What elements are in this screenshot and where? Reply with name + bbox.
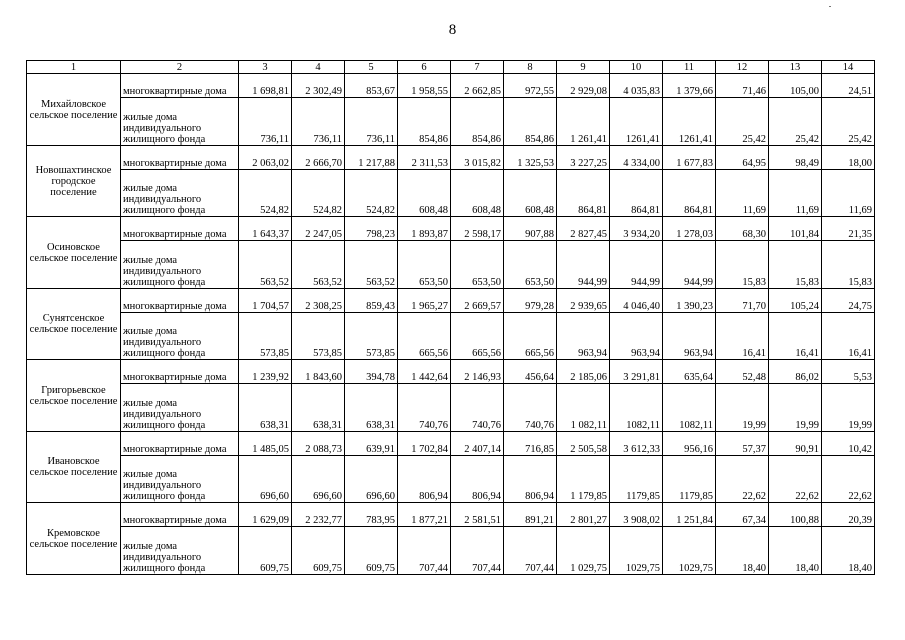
value-cell: 639,91 (345, 431, 398, 455)
value-cell: 864,81 (557, 169, 610, 217)
value-cell: 635,64 (663, 360, 716, 384)
value-cell: 2 088,73 (292, 431, 345, 455)
table-row (27, 360, 875, 384)
value-cell: 394,78 (345, 360, 398, 384)
value-cell: 707,44 (451, 527, 504, 575)
value-cell: 907,88 (504, 217, 557, 241)
value-cell: 1 029,75 (557, 527, 610, 575)
settlement-name: Сунятсенское сельское поселение (27, 288, 121, 359)
value-cell: 1082,11 (610, 384, 663, 432)
value-cell: 854,86 (451, 98, 504, 146)
value-cell: 2 063,02 (239, 145, 292, 169)
value-cell: 979,28 (504, 288, 557, 312)
value-cell: 1 325,53 (504, 145, 557, 169)
value-cell: 1261,41 (610, 98, 663, 146)
value-cell: 1029,75 (663, 527, 716, 575)
housing-type: жилые дома индивидуального жилищного фонда (121, 169, 239, 217)
value-cell: 2 669,57 (451, 288, 504, 312)
value-cell: 22,62 (769, 455, 822, 503)
value-cell: 71,46 (716, 74, 769, 98)
value-cell: 10,42 (822, 431, 875, 455)
value-cell: 18,40 (822, 527, 875, 575)
housing-type: жилые дома индивидуального жилищного фонда (121, 527, 239, 575)
value-cell: 1 843,60 (292, 360, 345, 384)
value-cell: 2 302,49 (292, 74, 345, 98)
value-cell: 573,85 (239, 312, 292, 360)
value-cell: 638,31 (292, 384, 345, 432)
value-cell: 25,42 (716, 98, 769, 146)
value-cell: 1 442,64 (398, 360, 451, 384)
value-cell: 105,00 (769, 74, 822, 98)
value-cell: 1 893,87 (398, 217, 451, 241)
value-cell: 2 666,70 (292, 145, 345, 169)
value-cell: 1 251,84 (663, 503, 716, 527)
value-cell: 22,62 (822, 455, 875, 503)
value-cell: 783,95 (345, 503, 398, 527)
value-cell: 2 662,85 (451, 74, 504, 98)
value-cell: 3 908,02 (610, 503, 663, 527)
header-cell: 12 (716, 61, 769, 74)
value-cell: 21,35 (822, 217, 875, 241)
value-cell: 68,30 (716, 217, 769, 241)
table-row (27, 145, 875, 169)
tariff-table (26, 60, 875, 575)
table-row (27, 384, 875, 432)
value-cell: 608,48 (504, 169, 557, 217)
housing-type: многоквартирные дома (121, 503, 239, 527)
header-cell: 5 (345, 61, 398, 74)
value-cell: 963,94 (557, 312, 610, 360)
value-cell: 963,94 (610, 312, 663, 360)
value-cell: 100,88 (769, 503, 822, 527)
value-cell: 16,41 (716, 312, 769, 360)
value-cell: 806,94 (504, 455, 557, 503)
header-cell: 9 (557, 61, 610, 74)
value-cell: 2 146,93 (451, 360, 504, 384)
value-cell: 57,37 (716, 431, 769, 455)
value-cell: 524,82 (239, 169, 292, 217)
value-cell: 740,76 (451, 384, 504, 432)
value-cell: 1 958,55 (398, 74, 451, 98)
value-cell: 1 390,23 (663, 288, 716, 312)
value-cell: 944,99 (610, 241, 663, 289)
value-cell: 563,52 (292, 241, 345, 289)
value-cell: 20,39 (822, 503, 875, 527)
table-header-row (27, 61, 875, 74)
value-cell: 609,75 (292, 527, 345, 575)
value-cell: 18,40 (716, 527, 769, 575)
settlement-name: Кремовское сельское поселение (27, 503, 121, 575)
value-cell: 2 407,14 (451, 431, 504, 455)
header-cell: 13 (769, 61, 822, 74)
value-cell: 609,75 (239, 527, 292, 575)
header-cell: 6 (398, 61, 451, 74)
value-cell: 25,42 (822, 98, 875, 146)
value-cell: 15,83 (822, 241, 875, 289)
value-cell: 67,34 (716, 503, 769, 527)
value-cell: 653,50 (398, 241, 451, 289)
value-cell: 2 827,45 (557, 217, 610, 241)
value-cell: 18,00 (822, 145, 875, 169)
value-cell: 3 291,81 (610, 360, 663, 384)
header-cell: 10 (610, 61, 663, 74)
value-cell: 1 485,05 (239, 431, 292, 455)
value-cell: 806,94 (398, 455, 451, 503)
value-cell: 798,23 (345, 217, 398, 241)
value-cell: 19,99 (822, 384, 875, 432)
value-cell: 665,56 (504, 312, 557, 360)
value-cell: 2 505,58 (557, 431, 610, 455)
value-cell: 1261,41 (663, 98, 716, 146)
value-cell: 3 612,33 (610, 431, 663, 455)
value-cell: 19,99 (716, 384, 769, 432)
value-cell: 1 704,57 (239, 288, 292, 312)
value-cell: 1179,85 (663, 455, 716, 503)
value-cell: 4 046,40 (610, 288, 663, 312)
value-cell: 2 598,17 (451, 217, 504, 241)
value-cell: 25,42 (769, 98, 822, 146)
table-row (27, 217, 875, 241)
settlement-name: Осиновское сельское поселение (27, 217, 121, 288)
value-cell: 864,81 (610, 169, 663, 217)
value-cell: 736,11 (345, 98, 398, 146)
value-cell: 1179,85 (610, 455, 663, 503)
value-cell: 1 965,27 (398, 288, 451, 312)
value-cell: 1082,11 (663, 384, 716, 432)
housing-type: жилые дома индивидуального жилищного фонда (121, 241, 239, 289)
value-cell: 524,82 (292, 169, 345, 217)
value-cell: 944,99 (557, 241, 610, 289)
value-cell: 18,40 (769, 527, 822, 575)
header-cell: 3 (239, 61, 292, 74)
table-row (27, 169, 875, 217)
value-cell: 1 877,21 (398, 503, 451, 527)
settlement-name: Ивановское сельское поселение (27, 431, 121, 502)
value-cell: 71,70 (716, 288, 769, 312)
value-cell: 944,99 (663, 241, 716, 289)
table-row (27, 241, 875, 289)
value-cell: 19,99 (769, 384, 822, 432)
housing-type: жилые дома индивидуального жилищного фонда (121, 312, 239, 360)
value-cell: 573,85 (292, 312, 345, 360)
value-cell: 638,31 (239, 384, 292, 432)
settlement-name: Новошахтинское городское поселение (27, 145, 121, 216)
value-cell: 1 261,41 (557, 98, 610, 146)
value-cell: 3 934,20 (610, 217, 663, 241)
housing-type: многоквартирные дома (121, 360, 239, 384)
value-cell: 2 308,25 (292, 288, 345, 312)
value-cell: 1 239,92 (239, 360, 292, 384)
value-cell: 608,48 (398, 169, 451, 217)
value-cell: 956,16 (663, 431, 716, 455)
value-cell: 2 311,53 (398, 145, 451, 169)
value-cell: 4 334,00 (610, 145, 663, 169)
value-cell: 24,75 (822, 288, 875, 312)
housing-type: многоквартирные дома (121, 74, 239, 98)
header-cell: 2 (121, 61, 239, 74)
value-cell: 653,50 (504, 241, 557, 289)
housing-type: многоквартирные дома (121, 217, 239, 241)
header-cell: 1 (27, 61, 121, 74)
value-cell: 1 278,03 (663, 217, 716, 241)
value-cell: 1 643,37 (239, 217, 292, 241)
header-cell: 8 (504, 61, 557, 74)
value-cell: 2 801,27 (557, 503, 610, 527)
value-cell: 11,69 (716, 169, 769, 217)
value-cell: 1 082,11 (557, 384, 610, 432)
value-cell: 11,69 (769, 169, 822, 217)
value-cell: 864,81 (663, 169, 716, 217)
value-cell: 972,55 (504, 74, 557, 98)
housing-type: жилые дома индивидуального жилищного фонда (121, 384, 239, 432)
housing-type: жилые дома индивидуального жилищного фонда (121, 455, 239, 503)
value-cell: 22,62 (716, 455, 769, 503)
housing-type: жилые дома индивидуального жилищного фонда (121, 98, 239, 146)
header-cell: 4 (292, 61, 345, 74)
value-cell: 963,94 (663, 312, 716, 360)
value-cell: 52,48 (716, 360, 769, 384)
value-cell: 608,48 (451, 169, 504, 217)
value-cell: 707,44 (398, 527, 451, 575)
value-cell: 4 035,83 (610, 74, 663, 98)
value-cell: 2 581,51 (451, 503, 504, 527)
value-cell: 740,76 (504, 384, 557, 432)
value-cell: 1 629,09 (239, 503, 292, 527)
value-cell: 853,67 (345, 74, 398, 98)
table-row (27, 503, 875, 527)
value-cell: 891,21 (504, 503, 557, 527)
value-cell: 736,11 (292, 98, 345, 146)
value-cell: 665,56 (398, 312, 451, 360)
value-cell: 3 227,25 (557, 145, 610, 169)
value-cell: 86,02 (769, 360, 822, 384)
housing-type: многоквартирные дома (121, 288, 239, 312)
value-cell: 609,75 (345, 527, 398, 575)
settlement-name: Михайловское сельское поселение (27, 74, 121, 145)
value-cell: 563,52 (239, 241, 292, 289)
value-cell: 524,82 (345, 169, 398, 217)
value-cell: 707,44 (504, 527, 557, 575)
value-cell: 2 232,77 (292, 503, 345, 527)
value-cell: 854,86 (398, 98, 451, 146)
value-cell: 98,49 (769, 145, 822, 169)
value-cell: 653,50 (451, 241, 504, 289)
value-cell: 1 677,83 (663, 145, 716, 169)
value-cell: 665,56 (451, 312, 504, 360)
scan-mark (829, 6, 831, 7)
value-cell: 24,51 (822, 74, 875, 98)
value-cell: 2 939,65 (557, 288, 610, 312)
value-cell: 16,41 (769, 312, 822, 360)
table-body (27, 61, 875, 575)
value-cell: 740,76 (398, 384, 451, 432)
value-cell: 2 929,08 (557, 74, 610, 98)
value-cell: 64,95 (716, 145, 769, 169)
table-row (27, 98, 875, 146)
table-row (27, 455, 875, 503)
housing-type: многоквартирные дома (121, 145, 239, 169)
value-cell: 696,60 (239, 455, 292, 503)
value-cell: 90,91 (769, 431, 822, 455)
housing-type: многоквартирные дома (121, 431, 239, 455)
table-row (27, 312, 875, 360)
value-cell: 456,64 (504, 360, 557, 384)
page-number: 8 (448, 22, 457, 38)
value-cell: 573,85 (345, 312, 398, 360)
header-cell: 14 (822, 61, 875, 74)
value-cell: 15,83 (716, 241, 769, 289)
value-cell: 854,86 (504, 98, 557, 146)
value-cell: 105,24 (769, 288, 822, 312)
value-cell: 1 702,84 (398, 431, 451, 455)
value-cell: 806,94 (451, 455, 504, 503)
value-cell: 2 185,06 (557, 360, 610, 384)
value-cell: 101,84 (769, 217, 822, 241)
value-cell: 563,52 (345, 241, 398, 289)
value-cell: 716,85 (504, 431, 557, 455)
value-cell: 1 698,81 (239, 74, 292, 98)
table-row (27, 288, 875, 312)
value-cell: 1 179,85 (557, 455, 610, 503)
value-cell: 5,53 (822, 360, 875, 384)
value-cell: 15,83 (769, 241, 822, 289)
table-row (27, 527, 875, 575)
table-row (27, 74, 875, 98)
value-cell: 16,41 (822, 312, 875, 360)
value-cell: 638,31 (345, 384, 398, 432)
value-cell: 1029,75 (610, 527, 663, 575)
value-cell: 696,60 (345, 455, 398, 503)
table-row (27, 431, 875, 455)
value-cell: 3 015,82 (451, 145, 504, 169)
value-cell: 2 247,05 (292, 217, 345, 241)
settlement-name: Григорьевское сельское поселение (27, 360, 121, 431)
value-cell: 696,60 (292, 455, 345, 503)
value-cell: 736,11 (239, 98, 292, 146)
header-cell: 7 (451, 61, 504, 74)
value-cell: 11,69 (822, 169, 875, 217)
value-cell: 1 379,66 (663, 74, 716, 98)
header-cell: 11 (663, 61, 716, 74)
value-cell: 859,43 (345, 288, 398, 312)
value-cell: 1 217,88 (345, 145, 398, 169)
